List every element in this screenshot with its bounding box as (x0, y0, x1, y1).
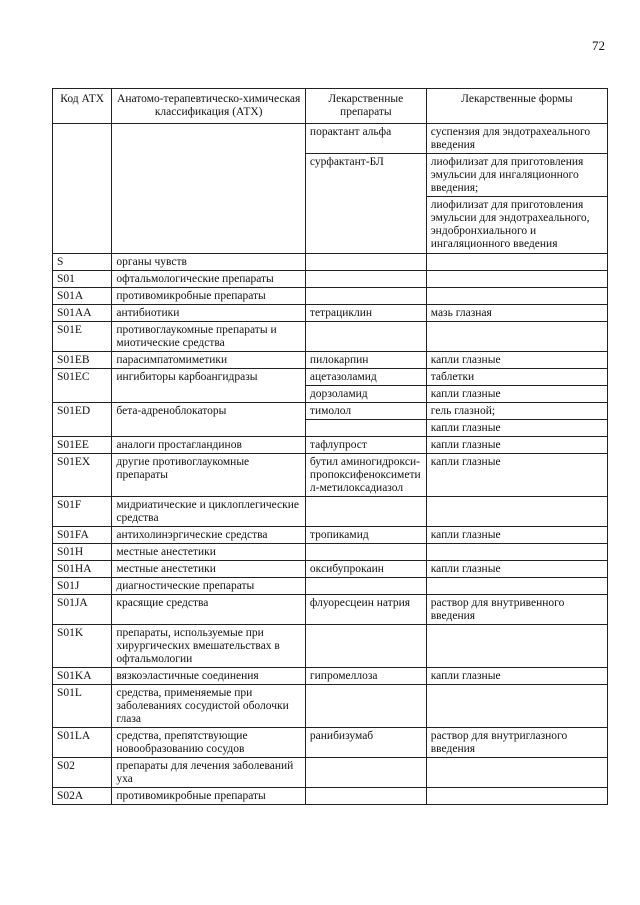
drug-cell (305, 625, 426, 668)
form-cell (426, 322, 607, 352)
classification-cell: диагностические препараты (112, 578, 306, 595)
table-header-row (53, 89, 608, 124)
table-row (53, 403, 608, 420)
drug-cell: тетрациклин (305, 305, 426, 322)
table-row (53, 544, 608, 561)
table-row (53, 578, 608, 595)
table-row (53, 288, 608, 305)
form-entry: лиофилизат для приготовления эмульсии для эндотрахеального, эндобронхиального и ингаляционного введения (427, 196, 607, 252)
drug-cell: тимолол (305, 403, 426, 420)
drug-cell: ацетазоламид (305, 369, 426, 386)
drug-cell: бутил аминогидрокси-пропоксифеноксиметил-метилоксадиазол (305, 454, 426, 497)
drug-cell: флуоресцеин натрия (305, 595, 426, 625)
header-code: Код АТХ (53, 89, 112, 124)
classification-cell: мидриатические и циклоплегические средства (112, 497, 306, 527)
form-cell: таблетки (426, 369, 607, 386)
code-cell: S01A (53, 288, 112, 305)
classification-cell: средства, препятствующие новообразованию сосудов (112, 728, 306, 758)
code-cell: S01L (53, 685, 112, 728)
table-row (53, 369, 608, 386)
code-cell: S01AA (53, 305, 112, 322)
table-row (53, 758, 608, 788)
form-cell: гель глазной; (426, 403, 607, 420)
table-row (53, 254, 608, 271)
classification-cell: антихолинэргические средства (112, 527, 306, 544)
classification-cell: противомикробные препараты (112, 288, 306, 305)
form-cell: капли глазные (426, 437, 607, 454)
drug-cell (305, 788, 426, 805)
code-cell: S01ED (53, 403, 112, 437)
drug-cell (305, 578, 426, 595)
form-cell: мазь глазная (426, 305, 607, 322)
form-cell (426, 685, 607, 728)
table-row (53, 788, 608, 805)
form-cell (426, 154, 607, 254)
classification-cell: парасимпатомиметики (112, 352, 306, 369)
form-cell (426, 271, 607, 288)
table-row (53, 124, 608, 154)
classification-cell: средства, применяемые при заболеваниях сосудистой оболочки глаза (112, 685, 306, 728)
table-row (53, 352, 608, 369)
code-cell: S01KA (53, 668, 112, 685)
table-body (53, 124, 608, 805)
form-cell: суспензия для эндотрахеального введения (426, 124, 607, 154)
table-row (53, 454, 608, 497)
form-cell: капли глазные (426, 668, 607, 685)
code-cell: S01J (53, 578, 112, 595)
table-row (53, 322, 608, 352)
form-cell (426, 578, 607, 595)
classification-cell: местные анестетики (112, 544, 306, 561)
code-cell: S01F (53, 497, 112, 527)
table-row (53, 437, 608, 454)
classification-cell: противоглаукомные препараты и миотические средства (112, 322, 306, 352)
table-row (53, 728, 608, 758)
classification-cell: красящие средства (112, 595, 306, 625)
table-row (53, 595, 608, 625)
drug-cell (305, 758, 426, 788)
classification-cell: бета-адреноблокаторы (112, 403, 306, 437)
code-cell: S01EX (53, 454, 112, 497)
code-cell: S01JA (53, 595, 112, 625)
drug-cell: гипромеллоза (305, 668, 426, 685)
code-cell: S01HA (53, 561, 112, 578)
code-cell: S01H (53, 544, 112, 561)
drug-cell (305, 497, 426, 527)
table-row (53, 561, 608, 578)
form-cell (426, 788, 607, 805)
header-forms: Лекарственные формы (426, 89, 607, 124)
drug-cell (305, 685, 426, 728)
classification-cell: местные анестетики (112, 561, 306, 578)
drug-cell: оксибупрокаин (305, 561, 426, 578)
drug-cell (305, 420, 426, 437)
classification-cell: органы чувств (112, 254, 306, 271)
classification-cell: аналоги простагландинов (112, 437, 306, 454)
code-cell: S01K (53, 625, 112, 668)
table-row (53, 625, 608, 668)
form-cell: капли глазные (426, 561, 607, 578)
header-classification: Анатомо-терапевтическо-химическая классификация (АТХ) (112, 89, 306, 124)
form-cell (426, 288, 607, 305)
form-cell (426, 758, 607, 788)
form-cell (426, 254, 607, 271)
classification-cell: противомикробные препараты (112, 788, 306, 805)
drug-cell: дорзоламид (305, 386, 426, 403)
classification-cell: ингибиторы карбоангидразы (112, 369, 306, 403)
classification-cell (112, 124, 306, 254)
classification-cell: вязкоэластичные соединения (112, 668, 306, 685)
form-cell: капли глазные (426, 454, 607, 497)
classification-cell: препараты для лечения заболеваний уха (112, 758, 306, 788)
drug-cell (305, 322, 426, 352)
drug-cell: ранибизумаб (305, 728, 426, 758)
code-cell: S01EC (53, 369, 112, 403)
drug-cell (305, 254, 426, 271)
form-cell: раствор для внутриглазного введения (426, 728, 607, 758)
drug-cell (305, 288, 426, 305)
drug-cell: сурфактант-БЛ (305, 154, 426, 254)
form-cell: капли глазные (426, 352, 607, 369)
page-number: 72 (592, 38, 605, 53)
drug-cell: порактант альфа (305, 124, 426, 154)
drug-cell: пилокарпин (305, 352, 426, 369)
classification-cell: другие противоглаукомные препараты (112, 454, 306, 497)
form-cell: капли глазные (426, 386, 607, 403)
form-entry: лиофилизат для приготовления эмульсии для ингаляционного введения; (430, 156, 584, 194)
code-cell: S01 (53, 271, 112, 288)
table-row (53, 685, 608, 728)
drug-cell: тафлупрост (305, 437, 426, 454)
classification-cell: препараты, используемые при хирургических вмешательствах в офтальмологии (112, 625, 306, 668)
code-cell (53, 124, 112, 254)
table-row (53, 305, 608, 322)
code-cell: S01FA (53, 527, 112, 544)
form-cell: капли глазные (426, 420, 607, 437)
code-cell: S01E (53, 322, 112, 352)
form-cell (426, 625, 607, 668)
form-cell (426, 497, 607, 527)
table-row (53, 271, 608, 288)
code-cell: S01EB (53, 352, 112, 369)
form-cell: раствор для внутривенного введения (426, 595, 607, 625)
form-cell: капли глазные (426, 527, 607, 544)
drug-cell (305, 271, 426, 288)
drug-cell: тропикамид (305, 527, 426, 544)
code-cell: S02 (53, 758, 112, 788)
code-cell: S (53, 254, 112, 271)
drug-cell (305, 544, 426, 561)
code-cell: S01LA (53, 728, 112, 758)
code-cell: S01EE (53, 437, 112, 454)
code-cell: S02A (53, 788, 112, 805)
header-drugs: Лекарственные препараты (305, 89, 426, 124)
classification-cell: офтальмологические препараты (112, 271, 306, 288)
table-row (53, 527, 608, 544)
table-row (53, 497, 608, 527)
form-cell (426, 544, 607, 561)
atx-table (52, 88, 608, 805)
table-row (53, 668, 608, 685)
classification-cell: антибиотики (112, 305, 306, 322)
